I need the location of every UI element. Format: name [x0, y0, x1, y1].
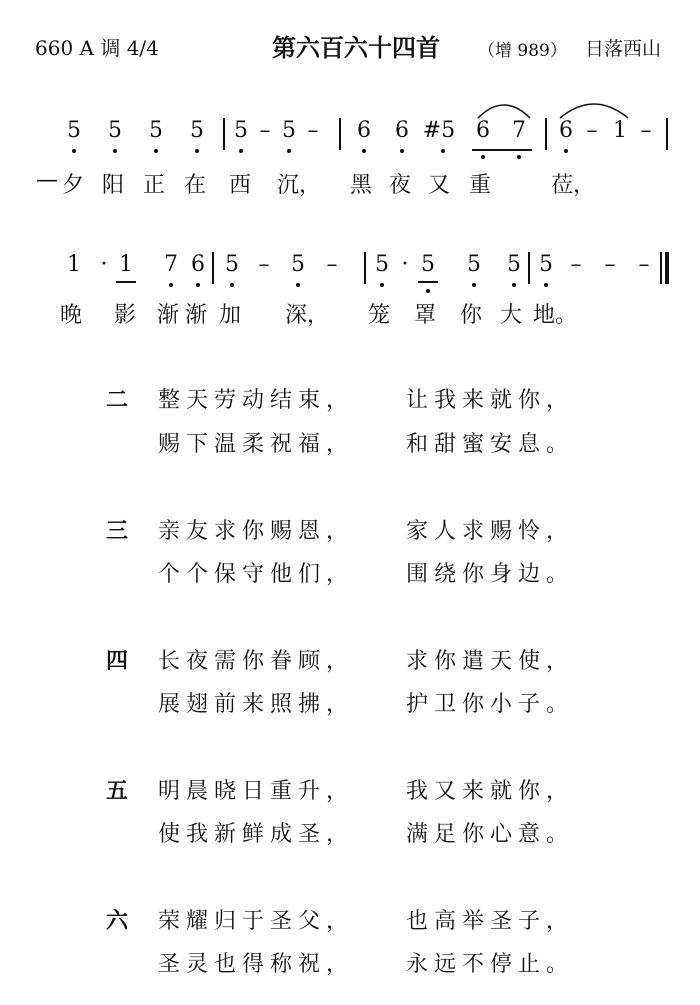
octave-dot-below	[72, 149, 76, 153]
verse-line: 长夜需你眷顾，	[158, 649, 355, 674]
lyric-syllable: 又	[428, 173, 451, 198]
score-line-2	[0, 252, 700, 292]
bar-line	[212, 252, 214, 284]
octave-dot-below	[441, 149, 445, 153]
note: 5	[234, 118, 248, 143]
note: 5	[67, 118, 81, 143]
bar-line	[528, 252, 530, 284]
octave-dot-below	[426, 289, 430, 293]
verse-line: 亲友求你赐恩，	[158, 519, 355, 544]
bar-line	[364, 252, 366, 284]
note: 5	[539, 252, 553, 277]
lyric-syllable: —	[36, 168, 58, 193]
note: –	[326, 252, 338, 277]
note: 6	[191, 252, 205, 277]
lyric-syllable: 渐	[157, 303, 180, 328]
note: –	[604, 252, 616, 277]
note: 5	[507, 252, 521, 277]
octave-dot-below	[195, 149, 199, 153]
note: 5	[421, 252, 435, 277]
note: –	[259, 118, 271, 143]
lyric-syllable: 渐	[185, 303, 208, 328]
final-bar-line-thin	[660, 252, 662, 284]
hymn-number-key-meter: 660 A 调 4/4	[35, 36, 159, 60]
eighth-note-beam	[418, 281, 438, 283]
note: ·	[100, 252, 108, 277]
note: 5	[149, 118, 163, 143]
verse-line: 荣耀归于圣父，	[158, 909, 355, 934]
note: 6	[559, 118, 573, 143]
bar-line	[545, 118, 547, 150]
octave-dot-below	[362, 149, 366, 153]
verse-number: 二	[106, 388, 129, 413]
octave-dot-below	[564, 149, 568, 153]
note: 5	[291, 252, 305, 277]
note: 1	[119, 252, 133, 277]
lyric-syllable: 大	[500, 303, 523, 328]
octave-dot-below	[481, 155, 485, 159]
octave-dot-below	[400, 149, 404, 153]
note: 6	[357, 118, 371, 143]
note: –	[307, 118, 319, 143]
lyric-syllable: 沉，	[277, 173, 322, 198]
lyric-syllable: 莅，	[551, 173, 596, 198]
lyric-syllable: 笼	[368, 303, 391, 328]
eighth-note-beam	[116, 281, 136, 283]
note: 5	[108, 118, 122, 143]
lyric-syllable: 影	[114, 303, 137, 328]
verse-line: 让我来就你，	[406, 388, 575, 413]
note: 1	[613, 118, 627, 143]
note: 5	[282, 118, 296, 143]
slur	[558, 98, 630, 120]
lyric-syllable: 正	[143, 173, 166, 198]
octave-dot-below	[154, 149, 158, 153]
note: 1	[67, 252, 81, 277]
verse-line: 个个保守他们，	[158, 562, 355, 587]
verse-line: 展翅前来照拂，	[158, 692, 355, 717]
octave-dot-below	[169, 283, 173, 287]
eighth-note-beam	[472, 149, 532, 151]
bar-line	[666, 118, 668, 150]
lyric-syllable: 夜	[389, 173, 412, 198]
lyric-syllable: 在	[184, 173, 207, 198]
verse-line: 家人求赐怜，	[406, 519, 575, 544]
lyric-syllable: 罩	[414, 303, 437, 328]
octave-dot-below	[239, 149, 243, 153]
hymn-title: 第六百六十四首	[272, 34, 440, 62]
verse-number: 三	[106, 519, 129, 544]
verse-number: 五	[106, 779, 129, 804]
note: –	[640, 118, 652, 143]
note: 5	[190, 118, 204, 143]
note: 5	[467, 252, 481, 277]
note: –	[570, 252, 582, 277]
verse-line: 明晨晓日重升，	[158, 779, 355, 804]
lyric-syllable: 你	[460, 303, 483, 328]
lyric-syllable: 阳	[102, 173, 125, 198]
note: 7	[512, 118, 526, 143]
verse-line: 赐下温柔祝福，	[158, 432, 355, 457]
octave-dot-below	[196, 283, 200, 287]
note: –	[586, 118, 598, 143]
note: –	[638, 252, 650, 277]
verse-line: 求你遣天使，	[406, 649, 575, 674]
lyric-syllable: 深，	[285, 303, 330, 328]
verse-line: 使我新鲜成圣，	[158, 822, 355, 847]
lyric-syllable: 地。	[533, 303, 578, 328]
verse-line: 护卫你小子。	[406, 692, 575, 717]
note: 6	[395, 118, 409, 143]
verse-line: 围绕你身边。	[406, 562, 575, 587]
note: #5	[422, 118, 456, 143]
tune-name: 日落西山	[585, 38, 662, 60]
verse-line: 和甜蜜安息。	[406, 432, 575, 457]
octave-dot-below	[287, 149, 291, 153]
bar-line	[223, 118, 225, 150]
verse-line: 我又来就你，	[406, 779, 575, 804]
note: ·	[401, 252, 409, 277]
verse-line: 圣灵也得称祝，	[158, 952, 355, 977]
verse-line: 满足你心意。	[406, 822, 575, 847]
verse-number: 六	[106, 909, 129, 934]
lyrics-line-2	[0, 298, 700, 328]
bar-line	[339, 118, 341, 150]
lyric-syllable: 西	[229, 173, 252, 198]
lyric-syllable: 加	[219, 303, 242, 328]
verse-number: 四	[106, 649, 129, 674]
octave-dot-below	[296, 283, 300, 287]
final-bar-line-thick	[665, 252, 669, 284]
octave-dot-below	[113, 149, 117, 153]
octave-dot-below	[544, 283, 548, 287]
lyric-syllable: 晚	[60, 303, 83, 328]
note: –	[258, 252, 270, 277]
lyric-syllable: 黑	[350, 173, 373, 198]
verse-line: 也高举圣子，	[406, 909, 575, 934]
octave-dot-below	[472, 283, 476, 287]
slur	[476, 98, 532, 120]
octave-dot-below	[512, 283, 516, 287]
verse-line: 整天劳动结束，	[158, 388, 355, 413]
lyric-syllable: 重	[469, 173, 492, 198]
octave-dot-below	[230, 283, 234, 287]
lyric-syllable: 夕	[62, 173, 85, 198]
hymn-supplement-number: （增 989）	[478, 41, 567, 61]
note: 5	[375, 252, 389, 277]
note: 6	[476, 118, 490, 143]
lyrics-line-1	[0, 168, 700, 198]
octave-dot-below	[380, 283, 384, 287]
verse-line: 永远不停止。	[406, 952, 575, 977]
note: 5	[225, 252, 239, 277]
score-line-1	[0, 118, 700, 158]
note: 7	[164, 252, 178, 277]
octave-dot-below	[517, 155, 521, 159]
